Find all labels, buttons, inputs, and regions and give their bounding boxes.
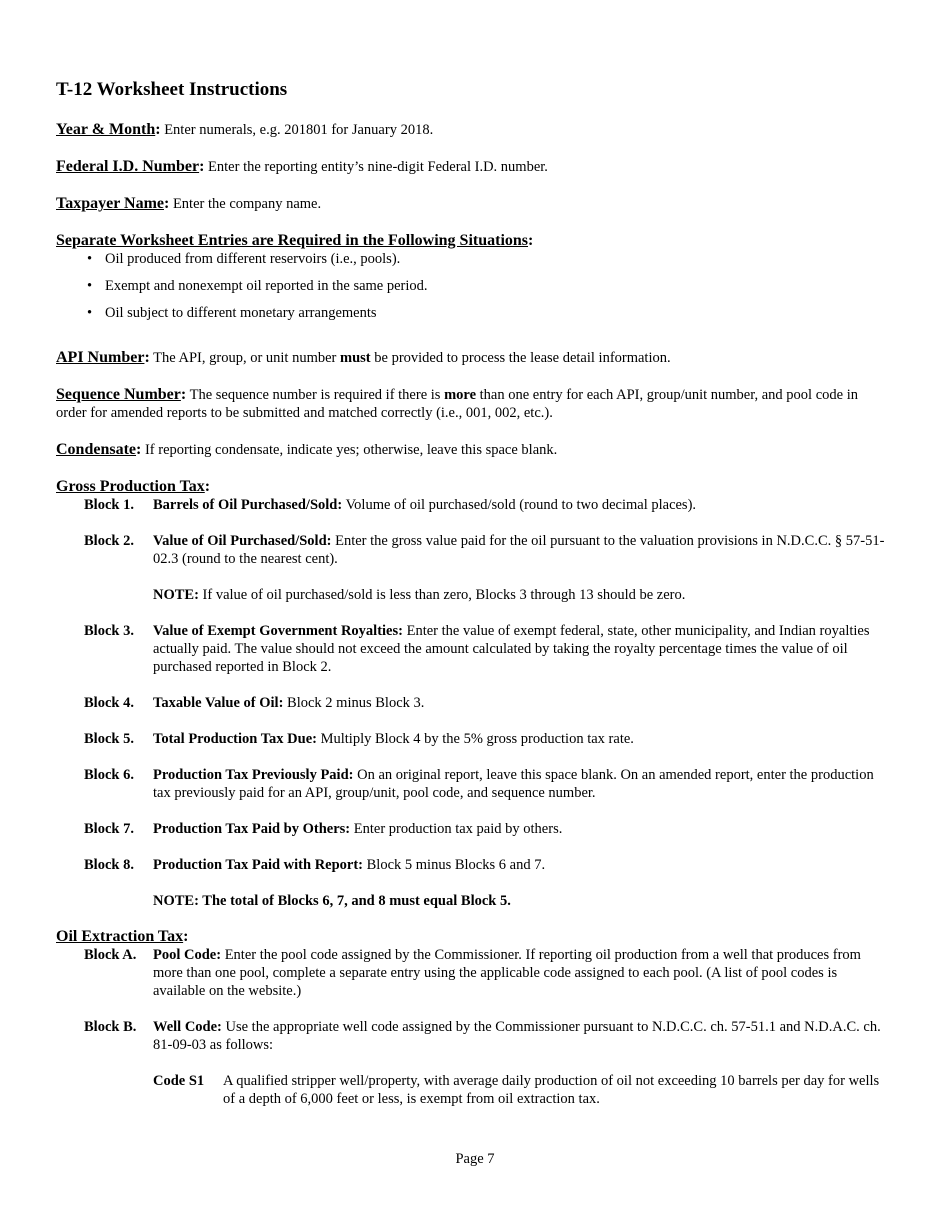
taxpayer-instruction: Taxpayer Name: Enter the company name. <box>56 195 322 212</box>
gross-production-label: Gross Production Tax <box>56 478 205 495</box>
block-5: Block 5. Total Production Tax Due: Multiply Block 4 by the 5% gross production tax rate. <box>84 731 634 747</box>
condensate-instruction: Condensate: If reporting condensate, indicate yes; otherwise, leave this space blank. <box>56 441 558 458</box>
page-title: T-12 Worksheet Instructions <box>56 79 288 100</box>
note-block-total: NOTE: The total of Blocks 6, 7, and 8 must equal Block 5. <box>153 893 511 909</box>
list-item: • Oil produced from different reservoirs (i.e., pools). <box>105 250 886 268</box>
block-a: Block A. Pool Code: Enter the pool code assigned by the Commissioner. If reporting oil production from a well that produces from more than one pool, complete a separate entry using the applicable code assigned to each pool. (A list of pool codes is available on the website.) <box>84 947 861 999</box>
code-s1: Code S1 A qualified stripper well/property, with average daily production of oil not exceeding 10 barrels per day for wells of a depth of 6,000 feet or less, is exempt from oil extraction tax. <box>153 1073 880 1107</box>
year-month-text: Enter numerals, e.g. 201801 for January 2018. <box>164 122 434 138</box>
oil-extraction-label: Oil Extraction Tax <box>56 928 184 945</box>
federal-id-text: Enter the reporting entity’s nine-digit Federal I.D. number. <box>208 159 548 175</box>
federal-id-label: Federal I.D. Number <box>56 158 200 175</box>
block-8: Block 8. Production Tax Paid with Report: Block 5 minus Blocks 6 and 7. <box>84 857 546 873</box>
separate-entries-list <box>56 250 886 322</box>
api-instruction: API Number: The API, group, or unit number must be provided to process the lease detail information. <box>56 349 671 366</box>
block-b: Block B. Well Code: Use the appropriate well code assigned by the Commissioner pursuant to N.D.C.C. ch. 57-51.1 and N.D.A.C. ch. 81-09-03 as follows: <box>84 1019 881 1053</box>
block-6: Block 6. Production Tax Previously Paid: On an original report, leave this space blank. On an amended report, enter the production tax previously paid for an API, group/unit, pool code, and sequence number. <box>84 767 874 801</box>
block-2: Block 2. Value of Oil Purchased/Sold: Enter the gross value paid for the oil pursuant to the valuation provisions in N.D.C.C. § 57-51-02.3 (round to the nearest cent). <box>84 533 885 567</box>
oil-extraction-heading: Oil Extraction Tax: <box>56 928 189 945</box>
sequence-emphasis: more <box>444 387 477 403</box>
condensate-text: If reporting condensate, indicate yes; otherwise, leave this space blank. <box>144 442 558 458</box>
document-page <box>56 78 886 1126</box>
separate-entries-heading: Separate Worksheet Entries are Required in the Following Situations: <box>56 232 534 249</box>
list-item: • Exempt and nonexempt oil reported in the same period. <box>105 277 886 295</box>
taxpayer-label: Taxpayer Name <box>56 195 164 212</box>
condensate-label: Condensate <box>56 441 137 458</box>
separate-entries-label: Separate Worksheet Entries are Required in the Following Situations <box>56 232 529 249</box>
block-4: Block 4. Taxable Value of Oil: Block 2 minus Block 3. <box>84 695 425 711</box>
taxpayer-text: Enter the company name. <box>172 196 322 212</box>
page-number: Page 7 <box>455 1151 495 1167</box>
year-month-label: Year & Month <box>56 121 156 138</box>
block-7: Block 7. Production Tax Paid by Others: Enter production tax paid by others. <box>84 821 563 837</box>
year-month-instruction: Year & Month: Enter numerals, e.g. 201801 for January 2018. <box>56 121 434 138</box>
note-negative-value: NOTE: If value of oil purchased/sold is less than zero, Blocks 3 through 13 should be zero. <box>153 587 686 603</box>
federal-id-instruction: Federal I.D. Number: Enter the reporting entity’s nine-digit Federal I.D. number. <box>56 158 548 175</box>
list-item: • Oil subject to different monetary arrangements <box>105 304 886 322</box>
block-3: Block 3. Value of Exempt Government Royalties: Enter the value of exempt federal, state, other municipality, and Indian royalties actually paid. The value should not exceed the amount calculated by taking the royalty percentage times the value of oil purchased reported in Block 2. <box>84 623 870 675</box>
api-label: API Number <box>56 349 145 366</box>
gross-production-heading: Gross Production Tax: <box>56 478 211 495</box>
sequence-instruction: Sequence Number: The sequence number is required if there is more than one entry for each API, group/unit number, and pool code in order for amended reports to be submitted and matched correctly (i.e., 001, 002, etc.). <box>56 386 858 421</box>
sequence-label: Sequence Number <box>56 386 181 403</box>
block-1: Block 1. Barrels of Oil Purchased/Sold: Volume of oil purchased/sold (round to two decimal places). <box>84 497 697 513</box>
api-emphasis: must <box>340 350 371 366</box>
